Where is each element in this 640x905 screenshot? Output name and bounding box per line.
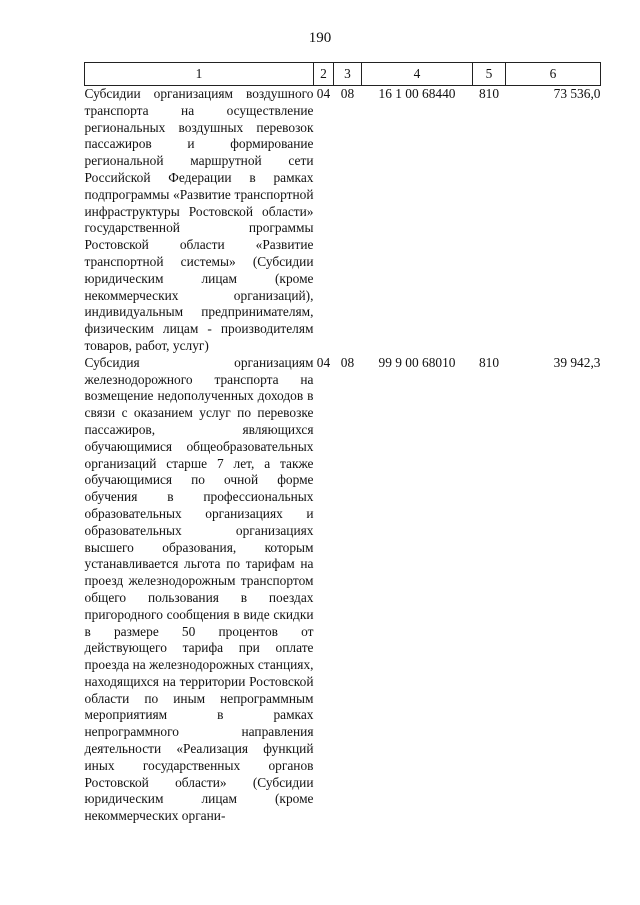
row-description: Субсидии организациям воздушного транспорта на осуществление региональных воздушных перевозок пассажиров и формирование региональной маршрутной сети Российской Федерации в рамках подпрограммы «Развитие транспортной инфраструктуры Ростовской области» государственной программы Ростовской области «Развитие транспортной системы» (Субсидии юридическим лицам (кроме некоммерческих организаций), индивидуальным предпринимателям, физическим лицам - производителям товаров, работ, услуг)	[84, 86, 314, 353]
row-description: Субсидия организациям железнодорожного транспорта на возмещение недополученных доходов в связи с оказанием услуг по перевозке пассажиров, являющихся обучающимися общеобразовательных организаций старше 7 лет, а также обучающимися по очной форме обучения в профессиональных образовательных организациях и образовательных организациях высшего образования, которым устанавливается льгота по тарифам на проезд железнодорожным транспортом общего пользования в поездах пригородного сообщения в виде скидки в размере 50 процентов от действующего тарифа при оплате проезда на железнодорожных станциях, находящихся на территории Ростовской области по иным непрограммным мероприятиям в рамках непрограммного направления деятельности «Реализация функций иных государственных органов Ростовской области» (Субсидии юридическим лицам (кроме некоммерческих органи-	[84, 354, 314, 824]
row-subsection: 08	[340, 86, 355, 101]
table-row	[85, 86, 601, 355]
column-header-4: 4	[362, 63, 473, 86]
table-header	[85, 63, 601, 86]
row-expense-type: 810	[478, 86, 500, 101]
column-header-2: 2	[314, 63, 334, 86]
row-target-article: 99 9 00 68010	[378, 354, 456, 370]
page-number: 190	[308, 30, 332, 46]
row-expense-type: 810	[478, 354, 500, 370]
row-amount: 73 536,0	[553, 86, 601, 101]
column-header-5: 5	[473, 63, 506, 86]
row-target-article: 16 1 00 68440	[378, 86, 456, 101]
table-row	[85, 355, 601, 825]
row-section: 04	[316, 86, 331, 101]
row-amount: 39 942,3	[553, 354, 601, 370]
row-section: 04	[316, 354, 331, 370]
table-body	[85, 86, 601, 826]
column-header-3: 3	[334, 63, 362, 86]
column-header-1: 1	[85, 63, 314, 86]
column-header-6: 6	[506, 63, 601, 86]
budget-table	[84, 62, 601, 825]
header-row	[85, 63, 601, 86]
row-subsection: 08	[340, 354, 355, 370]
